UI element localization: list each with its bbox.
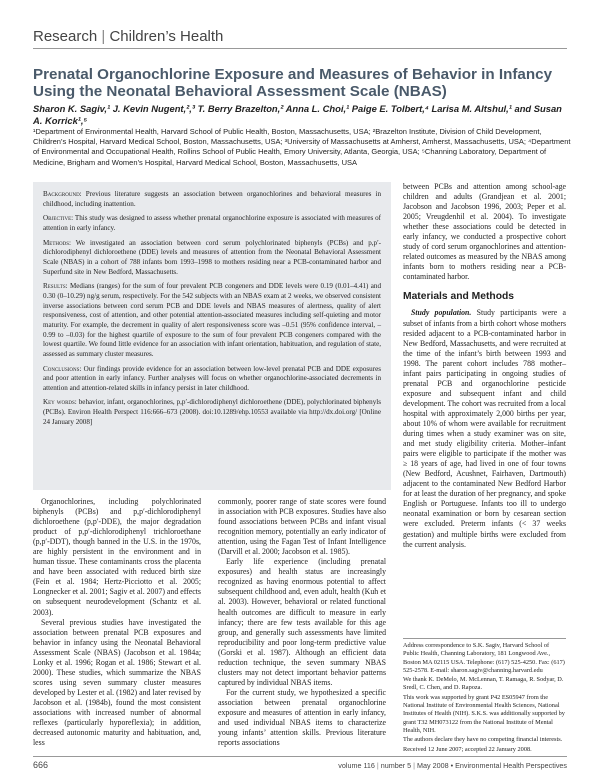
volume-label: volume <box>338 761 362 770</box>
abstract-label: Results: <box>43 282 68 291</box>
paragraph: commonly, poorer range of state scores were found in association with PCB exposures. Studies have also found associations between PCBs and infant visual recognition memory, potentially an early indicator of attention, using the Fagan Test of Infant Intelligence (Darvill et al. 2000; Jacobson et al. 1985). <box>218 497 386 557</box>
correspondence-note <box>403 638 566 755</box>
funding: This work was supported by grant P42 ES05947 from the National Institute of Environmental Health Sciences, National Institutes of Health (NIH). S.K.S. was additionally supported by grant T32 MH073122 from the National Institute of Mental Health, NIH. <box>403 693 565 734</box>
article-title: Prenatal Organochlorine Exposure and Measures of Behavior in Infancy Using the Neonatal Behavioral Assessment Scale (NBAS) <box>33 66 553 100</box>
abstract-text: Previous literature suggests an association between organochlorines and behavioral measures in childhood, including inattention. <box>43 190 381 208</box>
separator: | <box>376 761 379 770</box>
affiliations: ¹Department of Environmental Health, Harvard School of Public Health, Boston, Massachusetts, USA; ²Brazelton Institute, Division of Child Development, Children’s Hospital, Harvard Medical School, Boston, Massachusetts, USA; ³University of Massachusetts at Amherst, Amherst, Massachusetts, USA; ⁴Department of Environmental and Occupational Health, Rollins School of Public Health, Emory University, Atlanta, Georgia, USA; ⁵Channing Laboratory, Department of Medicine, Brigham and Women’s Hospital, Harvard Medical School, Boston, Massachusetts, USA <box>33 127 571 167</box>
intro-continuation: between PCBs and attention among school-age children and adults (Grandjean et al. 2001; Jacobson and Jacobson 1996, 2003; Peper et al. 2005; Vreugdenhil et al. 2004). To investigate whether these associations could be detected in early infancy, we conducted a prospective cohort study of cord serum organochlorines and attention-related outcomes as measured by the NBAS among infants born to mothers residing near a PCB-contaminated harbor. <box>403 182 566 282</box>
section-label <box>33 28 223 45</box>
abstract-methods <box>43 239 381 278</box>
study-population-paragraph <box>403 308 566 549</box>
abstract-text: We investigated an association between cord serum polychlorinated biphenyls (PCBs) and p,p′-dichlorodiphenyl dichloroethene (DDE) levels and measures of attention from the Neonatal Behavioral Assessment Scale (NBAS) in a cohort of 788 infants born 1993–1998 to mothers residing near a PCB-contaminated harbor and Superfund site in New Bedford, Massachusetts. <box>43 238 382 276</box>
citation: Environ Health Perspect 116:666–673 (2008). doi:10.1289/ehp.10553 available via http://dx.doi.org/ [Online 24 January 2008] <box>43 408 381 426</box>
abstract-background <box>43 190 381 209</box>
number-label: number <box>380 761 406 770</box>
correspondence-address: Address correspondence to S.K. Sagiv, Harvard School of Public Health, Channing Laboratory, 181 Longwood Ave., Boston MA 02115 USA. Telephone: (617) 525-4250. Fax: (617) 525-2578. E-mail: sharon.sagiv@channing.harvard.edu <box>403 642 565 674</box>
abstract-label: Key words: <box>43 398 77 407</box>
abstract-text: behavior, infant, organochlorines, p,p′-dichlorodiphenyl dichloroethene (DDE), polychlorinated biphenyls (PCBs). <box>43 398 382 417</box>
abstract-label: Background: <box>43 190 82 198</box>
header-separator: | <box>101 28 106 45</box>
abstract-keywords <box>43 398 381 427</box>
abstract-results <box>43 282 381 359</box>
paragraph-text: Study participants were a subset of infants from a birth cohort whose mothers resided adjacent to a PCB-contaminated harbor in New Bedford, Massachusetts, and were recruited at the time of the infant’s birth between 1993 and 1998. The parent cohort includes 788 mother–infant pairs participating in ongoing studies of prenatal PCB and organochlorine pesticide exposure and subsequent infant and child development. The cohort was recruited from a local hospital with approximately 2,000 births per year, about 10% of whom were available for recruitment during times when a study examiner was on site, and met study eligibility criteria. Mother–infant pairs were eligible to participate if the mother was ≥ 18 years of age, had lived in one of four towns (New Bedford, Acushnet, Fairhaven, Dartmouth) adjacent to the contaminated New Bedford Harbor for at least the duration of her pregnancy, and spoke English or Portuguese. Infants too ill to undergo neonatal examination or born by cesarean section were excluded. Preterm infants (< 37 weeks gestation) and multiple births were excluded from the current analysis. <box>403 308 566 549</box>
issue-date: May 2008 <box>417 761 449 770</box>
volume: 116 <box>363 761 375 770</box>
competing-interests: The authors declare they have no competing financial interests. <box>403 736 563 744</box>
abstract-objective <box>43 214 381 233</box>
bullet: • <box>450 761 454 770</box>
abstract-label: Methods: <box>43 238 72 247</box>
abstract-text: This study was designed to assess whether prenatal organochlorine exposure is associated with measures of attention in early infancy. <box>43 214 381 232</box>
paragraph: For the current study, we hypothesized a specific association between prenatal organochlorine exposure and measures of attention in early infancy, and used individual NBAS items to characterize young infants’ attention skills. Previous literature reports associations <box>218 687 386 748</box>
section-name: Research <box>33 28 98 45</box>
running-header <box>33 26 567 50</box>
page-number: 666 <box>33 760 49 770</box>
issue-number: 5 <box>407 761 412 770</box>
abstract-conclusions <box>43 365 381 394</box>
paragraph: Organochlorines, including polychlorinated biphenyls (PCBs) and p,p′-dichlorodiphenyl dichloroethene (p,p′-DDE), the major degradation product of p,p′-dichlorodiphenyl trichloroethane (p,p′-DDT), though banned in the U.S. in the 1970s, are highly persistent in the environment and in human tissue. These contaminants cross the placenta and have been associated with reduced birth size (Fein et al. 1984; Hertz-Picciotto et al. 2005; Longnecker et al. 2001; Sagiv et al. 2007) and effects on subsequent neurodevelopment (Schantz et al. 2003). <box>33 497 201 617</box>
abstract-text: Our findings provide evidence for an association between low-level prenatal PCB and DDE exposures and poor attention in early infancy. Further analyses will focus on whether organochlorine-associated decrements in attention and attention-related skills in infancy persist in later childhood. <box>43 364 381 392</box>
acknowledgments: We thank K. DeMelo, M. McLennan, T. Ramaga, R. Sodyar, D. Sredl, C. Chen, and D. Rapoza. <box>403 676 564 692</box>
abstract-text: Medians (ranges) for the sum of four prevalent PCB congeners and DDE levels were 0.19 (0.01–4.41) and 0.30 (0–10.29) ng/g serum, respectively. For the 542 subjects with an NBAS exam at 2 weeks, we observed consistent inverse associations between cord serum PCB and DDE levels and NBAS measures of alertness, quality of alert responsiveness, cost of attention, and other potential attention-associated measures including self-quieting and motor maturity. For example, the decrement in quality of alert responsiveness score was –0.51 (95% confidence interval, –0.99 to –0.03) for the highest quartile of exposure to the sum of four prevalent PCB congeners compared with the lowest quartile. We found little evidence for an association with infant orientation, habituation, and regulation of state, assessed as summary cluster measures. <box>43 282 381 358</box>
body-column-1 <box>33 497 201 748</box>
right-column <box>403 182 566 550</box>
paragraph: Early life experience (including prenatal exposures) and health status are increasingly recognized as having enormous potential to affect subsequent childhood and, even adult, health (Kuh et al. 2003). However, behavioral or related functional health outcomes are difficult to measure in early infancy; there are few tests available for this age group, and generally such assessments have limited reproducibility and poor long-term predictive value (Gorski et al. 1987). Although an efficient data reduction technique, the seven summary NBAS clusters may not detect important behavior patterns captured by individual NBAS items. <box>218 557 386 687</box>
author-list: Sharon K. Sagiv,¹ J. Kevin Nugent,²,³ T. Berry Brazelton,² Anna L. Choi,¹ Paige E. Tolbert,⁴ Larisa M. Altshul,¹ and Susan A. Korrick¹,⁵ <box>33 103 562 126</box>
received-dates: Received 12 June 2007; accepted 22 January 2008. <box>403 745 532 753</box>
subheading: Study population. <box>411 308 472 318</box>
paragraph: Several previous studies have investigated the association between prenatal PCB exposures and behavior in infancy using the Neonatal Behavioral Assessment Scale (NBAS) (Jacobson et al. 1984a; Lonky et al. 1996; Rogan et al. 1986; Stewart et al. 2000). These studies, which summarize the NBAS scores using seven summary cluster measures developed by Lester et al. (1982) and later revised by Jacobson et al. (1984b), found the most consistent associations with increased number of abnormal reflexes (particularly hyporeflexia); in addition, decreased autonomic maturity and habituation, and, less <box>33 617 201 748</box>
abstract-label: Conclusions: <box>43 364 82 373</box>
journal-footer <box>338 761 567 770</box>
footer-rule <box>33 756 567 757</box>
section-heading: Materials and Methods <box>403 291 514 303</box>
journal-name: Environmental Health Perspectives <box>455 761 567 770</box>
abstract-label: Objective: <box>43 214 74 223</box>
subsection-name: Children’s Health <box>109 28 224 45</box>
body-column-2 <box>218 497 386 748</box>
separator: | <box>413 761 416 770</box>
header-rule <box>33 48 567 49</box>
abstract-box <box>33 182 391 490</box>
